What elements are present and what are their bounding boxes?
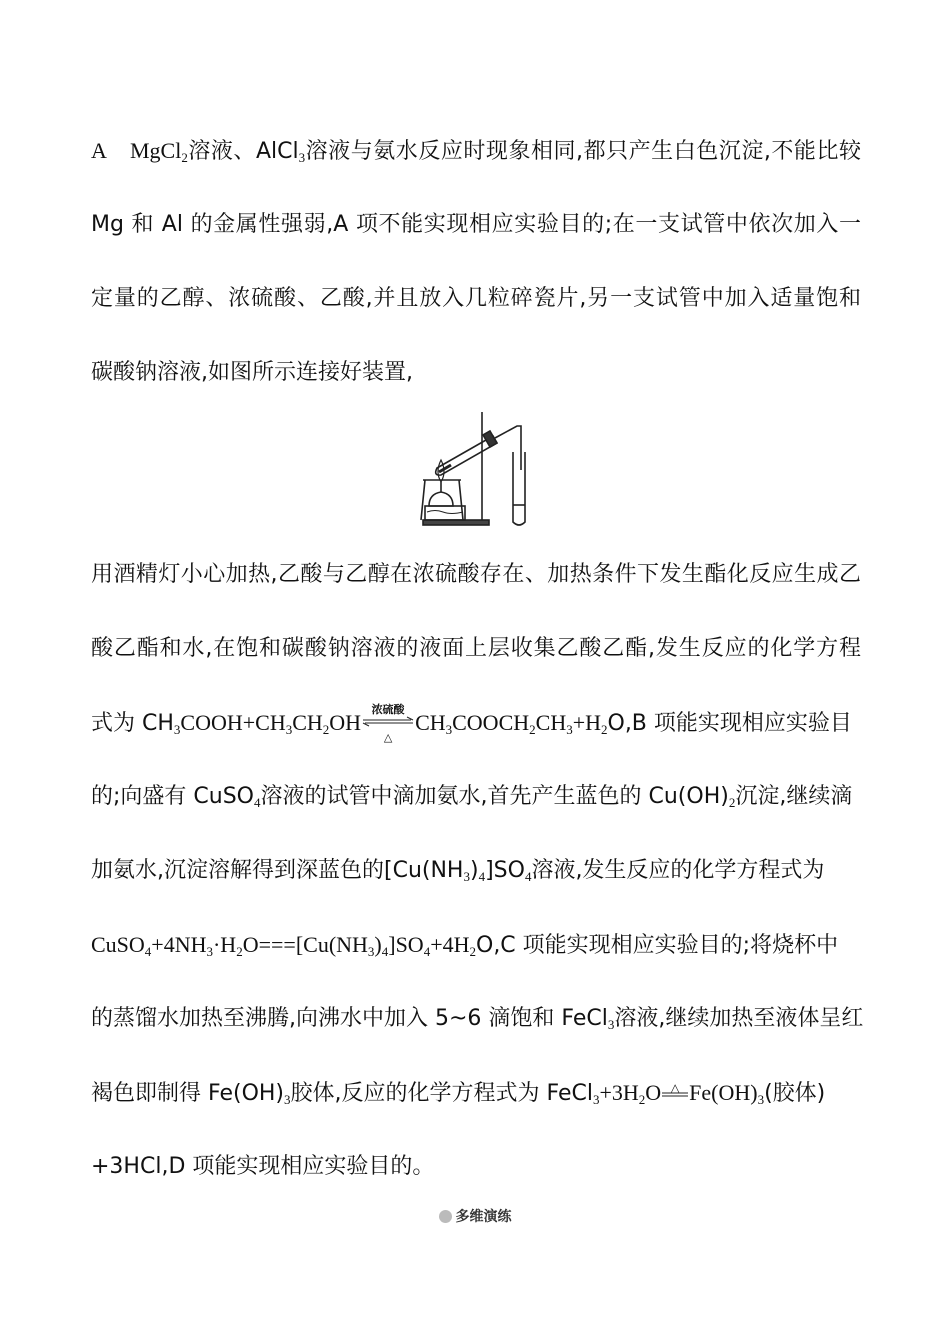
subscript: 3 xyxy=(173,722,181,737)
text: 加氨水,沉淀溶解得到深蓝色的[Cu(NH xyxy=(91,858,464,883)
text: 的;向盛有 CuSO xyxy=(91,784,254,809)
subscript: 2 xyxy=(322,722,330,737)
subscript: 3 xyxy=(284,1092,291,1107)
paragraph-line-5: 用酒精灯小心加热,乙酸与乙醇在浓硫酸存在、加热条件下发生酯化反应生成乙 xyxy=(91,562,861,587)
text: 沉淀,继续滴 xyxy=(735,784,853,809)
text: 溶液、AlCl xyxy=(187,139,299,164)
text: 胶体,反应的化学方程式为 FeCl xyxy=(290,1081,593,1106)
paragraph-line-4: 碳酸钠溶液,如图所示连接好装置, xyxy=(91,360,413,385)
paragraph-line-3: 定量的乙醇、浓硫酸、乙酸,并且放入几粒碎瓷片,另一支试管中加入适量饱和 xyxy=(91,286,861,311)
subscript: 3 xyxy=(592,1092,600,1107)
subscript: 2 xyxy=(529,722,536,737)
equals-lines xyxy=(661,1079,689,1109)
formula-text: CuSO xyxy=(91,932,145,957)
formula-text: OH xyxy=(329,710,362,735)
formula-text: CH xyxy=(292,710,323,735)
subscript: 4 xyxy=(423,944,431,959)
formula-text: CH xyxy=(415,710,446,735)
heat-equals-icon xyxy=(661,1079,689,1109)
text: 溶液的试管中滴加氨水,首先产生蓝色的 Cu(OH) xyxy=(260,784,729,809)
text: O,B 项能实现相应实验目 xyxy=(607,711,852,736)
option-letter: A xyxy=(91,138,107,163)
subscript: 3 xyxy=(445,722,453,737)
paragraph-line-9 xyxy=(91,856,861,892)
subscript: 3 xyxy=(757,1092,765,1107)
reversible-arrow-icon xyxy=(361,703,415,744)
text: ]SO xyxy=(485,858,525,883)
subscript: 2 xyxy=(601,722,608,737)
text: 的蒸馏水加热至沸腾,向沸水中加入 5~6 滴饱和 FeCl xyxy=(91,1006,608,1031)
formula-text: O===[Cu(NH xyxy=(242,932,368,957)
formula-text: +4H xyxy=(430,932,470,957)
paragraph-line-11 xyxy=(91,1004,864,1040)
subscript: 3 xyxy=(206,944,213,959)
subscript: 2 xyxy=(181,150,188,165)
formula-text: O xyxy=(645,1080,662,1105)
subscript: 4 xyxy=(254,795,261,810)
formula-text: COOCH xyxy=(452,710,530,735)
subscript: 4 xyxy=(478,869,486,884)
text: ) xyxy=(469,858,479,883)
subscript: 4 xyxy=(524,869,532,884)
subscript: 3 xyxy=(285,722,293,737)
formula-text: Fe(OH) xyxy=(689,1080,758,1105)
section-footer xyxy=(0,1206,950,1226)
text: (胶体) xyxy=(764,1081,826,1106)
paragraph-line-7 xyxy=(91,703,861,745)
text: O,C 项能实现相应实验目的;将烧杯中 xyxy=(476,933,839,958)
subscript: 2 xyxy=(469,944,476,959)
subscript: 4 xyxy=(381,944,389,959)
subscript: 2 xyxy=(638,1092,646,1107)
paragraph-line-10 xyxy=(91,930,861,967)
esterification-apparatus-figure xyxy=(417,410,537,530)
subscript: 3 xyxy=(566,722,573,737)
subscript: 3 xyxy=(367,944,375,959)
text: 溶液与氨水反应时现象相同,都只产生白色沉淀,不能比较 xyxy=(305,139,861,164)
paragraph-line-6: 酸乙酯和水,在饱和碳酸钠溶液的液面上层收集乙酸乙酯,发生反应的化学方程 xyxy=(91,636,861,661)
formula-text: MgCl xyxy=(129,138,182,163)
footer-label: 多维演练 xyxy=(455,1209,512,1225)
text: 溶液,继续加热至液体呈红 xyxy=(614,1006,864,1031)
subscript: 3 xyxy=(463,869,470,884)
text: 式为 CH xyxy=(91,711,174,736)
formula-text: +H xyxy=(572,710,601,735)
formula-text: ·H xyxy=(212,932,237,957)
spacer xyxy=(107,139,130,164)
paragraph-line-2: Mg 和 Al 的金属性强弱,A 项不能实现相应实验目的;在一支试管中依次加入一 xyxy=(91,212,861,237)
subscript: 2 xyxy=(728,795,736,810)
text: 褐色即制得 Fe(OH) xyxy=(91,1081,285,1106)
formula-text: +4NH xyxy=(151,932,207,957)
formula-text: +3H xyxy=(599,1080,639,1105)
subscript: 2 xyxy=(236,944,243,959)
paragraph-line-13: +3HCl,D 项能实现相应实验目的。 xyxy=(91,1154,435,1179)
formula-text: CH xyxy=(535,710,567,735)
paragraph-line-8 xyxy=(91,782,861,818)
subscript: 3 xyxy=(607,1017,615,1032)
arrow-condition-top: △ xyxy=(670,1081,680,1095)
paragraph-line-12 xyxy=(91,1078,861,1115)
formula-text: COOH+CH xyxy=(180,710,286,735)
arrow-condition-bottom: △ xyxy=(383,731,393,744)
formula-text: ) xyxy=(374,932,382,957)
subscript: 4 xyxy=(144,944,152,959)
arrow-condition-top: 浓硫酸 xyxy=(371,703,405,716)
paragraph-line-1 xyxy=(91,136,861,173)
subscript: 3 xyxy=(298,150,306,165)
formula-text: ]SO xyxy=(388,932,424,957)
footer-circle-icon xyxy=(439,1210,452,1223)
text: 溶液,发生反应的化学方程式为 xyxy=(531,858,825,883)
